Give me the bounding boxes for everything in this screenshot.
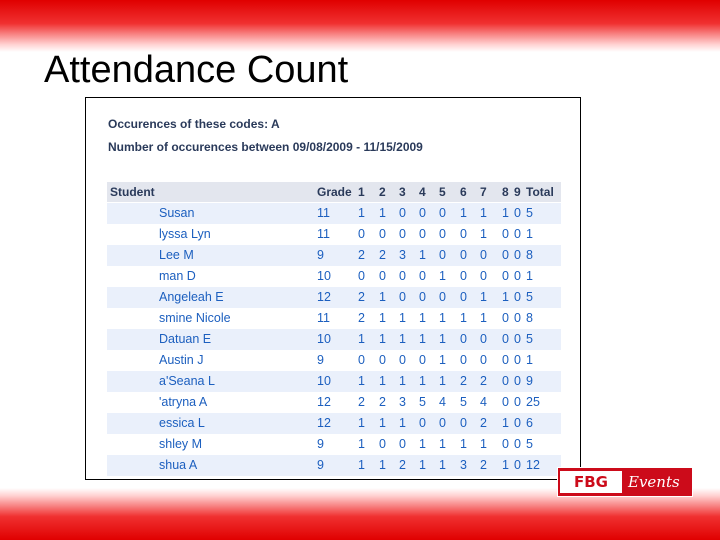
cell-4: 0	[419, 227, 426, 241]
col-total: Total	[526, 185, 554, 199]
cell-2: 1	[379, 374, 386, 388]
cell-2: 2	[379, 395, 386, 409]
cell-6: 1	[460, 437, 467, 451]
cell-4: 0	[419, 353, 426, 367]
cell-8: 0	[502, 395, 509, 409]
col-9: 9	[514, 185, 521, 199]
cell-8: 0	[502, 374, 509, 388]
cell-7: 1	[480, 206, 487, 220]
cell-6: 0	[460, 416, 467, 430]
cell-3: 1	[399, 416, 406, 430]
cell-3: 0	[399, 206, 406, 220]
cell-4: 1	[419, 374, 426, 388]
cell-2: 0	[379, 353, 386, 367]
cell-9: 0	[514, 395, 521, 409]
cell-8: 0	[502, 248, 509, 262]
cell-8: 0	[502, 437, 509, 451]
cell-6: 0	[460, 353, 467, 367]
table-header	[107, 182, 561, 202]
table-row	[107, 224, 561, 245]
table-row	[107, 392, 561, 413]
cell-7: 2	[480, 416, 487, 430]
cell-3: 3	[399, 395, 406, 409]
cell-4: 1	[419, 248, 426, 262]
col-3: 3	[399, 185, 406, 199]
cell-6: 3	[460, 458, 467, 472]
col-student: Student	[110, 185, 155, 199]
student-name[interactable]: lyssa Lyn	[159, 227, 211, 241]
col-grade: Grade	[317, 185, 352, 199]
col-7: 7	[480, 185, 487, 199]
cell-3: 0	[399, 437, 406, 451]
cell-2: 1	[379, 311, 386, 325]
cell-6: 1	[460, 206, 467, 220]
col-4: 4	[419, 185, 426, 199]
cell-3: 1	[399, 311, 406, 325]
table-row	[107, 203, 561, 224]
student-name[interactable]: Angeleah E	[159, 290, 224, 304]
cell-5: 1	[439, 353, 446, 367]
cell-8: 1	[502, 458, 509, 472]
cell-8: 0	[502, 227, 509, 241]
table-row	[107, 329, 561, 350]
table-row	[107, 455, 561, 476]
cell-5: 0	[439, 248, 446, 262]
cell-4: 1	[419, 311, 426, 325]
cell-7: 0	[480, 353, 487, 367]
cell-2: 0	[379, 269, 386, 283]
cell-8: 0	[502, 332, 509, 346]
cell-1: 2	[358, 290, 365, 304]
cell-2: 1	[379, 290, 386, 304]
cell-total: 5	[526, 206, 533, 220]
cell-9: 0	[514, 269, 521, 283]
cell-1: 1	[358, 374, 365, 388]
cell-1: 0	[358, 269, 365, 283]
cell-total: 6	[526, 416, 533, 430]
cell-total: 12	[526, 458, 540, 472]
cell-7: 1	[480, 290, 487, 304]
col-2: 2	[379, 185, 386, 199]
cell-grade: 10	[317, 332, 331, 346]
student-name[interactable]: Lee M	[159, 248, 194, 262]
cell-3: 1	[399, 332, 406, 346]
student-name[interactable]: shley M	[159, 437, 203, 451]
cell-total: 25	[526, 395, 540, 409]
cell-3: 1	[399, 374, 406, 388]
cell-grade: 11	[317, 227, 330, 241]
student-name[interactable]: essica L	[159, 416, 205, 430]
cell-1: 1	[358, 416, 365, 430]
table-row	[107, 434, 561, 455]
cell-6: 5	[460, 395, 467, 409]
cell-8: 1	[502, 206, 509, 220]
table-row	[107, 308, 561, 329]
cell-7: 0	[480, 332, 487, 346]
cell-total: 1	[526, 269, 533, 283]
cell-5: 1	[439, 332, 446, 346]
cell-1: 0	[358, 353, 365, 367]
cell-total: 8	[526, 248, 533, 262]
cell-9: 0	[514, 206, 521, 220]
table-row	[107, 371, 561, 392]
table-row	[107, 287, 561, 308]
cell-1: 1	[358, 206, 365, 220]
cell-3: 0	[399, 290, 406, 304]
col-8: 8	[502, 185, 509, 199]
slide-title: Attendance Count	[44, 49, 349, 91]
cell-5: 0	[439, 290, 446, 304]
cell-1: 1	[358, 332, 365, 346]
cell-8: 0	[502, 269, 509, 283]
table-row	[107, 245, 561, 266]
cell-7: 1	[480, 311, 487, 325]
cell-6: 0	[460, 290, 467, 304]
cell-5: 1	[439, 458, 446, 472]
cell-3: 2	[399, 458, 406, 472]
cell-grade: 9	[317, 248, 324, 262]
cell-grade: 10	[317, 374, 331, 388]
cell-6: 1	[460, 311, 467, 325]
cell-grade: 10	[317, 269, 331, 283]
cell-grade: 12	[317, 395, 331, 409]
cell-6: 0	[460, 248, 467, 262]
cell-5: 0	[439, 227, 446, 241]
cell-total: 1	[526, 353, 533, 367]
cell-7: 1	[480, 437, 487, 451]
cell-9: 0	[514, 311, 521, 325]
cell-1: 2	[358, 248, 365, 262]
table-row	[107, 266, 561, 287]
cell-7: 0	[480, 248, 487, 262]
cell-5: 1	[439, 437, 446, 451]
cell-5: 1	[439, 374, 446, 388]
student-name[interactable]: shua A	[159, 458, 198, 472]
cell-5: 1	[439, 269, 446, 283]
cell-1: 1	[358, 458, 365, 472]
cell-total: 5	[526, 437, 533, 451]
col-1: 1	[358, 185, 365, 199]
cell-1: 2	[358, 311, 365, 325]
cell-2: 1	[379, 206, 386, 220]
report-screenshot	[85, 97, 581, 480]
cell-total: 8	[526, 311, 533, 325]
cell-grade: 12	[317, 416, 331, 430]
cell-3: 3	[399, 248, 406, 262]
cell-8: 1	[502, 416, 509, 430]
cell-9: 0	[514, 374, 521, 388]
cell-6: 0	[460, 332, 467, 346]
cell-total: 5	[526, 290, 533, 304]
col-5: 5	[439, 185, 446, 199]
cell-5: 4	[439, 395, 446, 409]
cell-7: 1	[480, 227, 487, 241]
cell-1: 1	[358, 437, 365, 451]
cell-4: 0	[419, 416, 426, 430]
cell-9: 0	[514, 416, 521, 430]
cell-9: 0	[514, 290, 521, 304]
cell-9: 0	[514, 248, 521, 262]
student-name[interactable]: smine Nicole	[159, 311, 231, 325]
student-name[interactable]: a'Seana L	[159, 374, 215, 388]
cell-6: 0	[460, 227, 467, 241]
cell-total: 9	[526, 374, 533, 388]
cell-3: 0	[399, 353, 406, 367]
cell-grade: 9	[317, 353, 324, 367]
cell-grade: 12	[317, 290, 331, 304]
cell-9: 0	[514, 353, 521, 367]
table-row	[107, 413, 561, 434]
date-range-line: Number of occurences between 09/08/2009 - 11/15/2009	[108, 140, 423, 154]
cell-grade: 11	[317, 311, 330, 325]
logo-events-text: Events	[628, 473, 680, 491]
cell-1: 2	[358, 395, 365, 409]
cell-7: 2	[480, 458, 487, 472]
cell-3: 0	[399, 269, 406, 283]
student-name[interactable]: Datuan E	[159, 332, 212, 346]
col-6: 6	[460, 185, 467, 199]
cell-4: 5	[419, 395, 426, 409]
cell-6: 0	[460, 269, 467, 283]
cell-9: 0	[514, 227, 521, 241]
cell-total: 5	[526, 332, 533, 346]
cell-2: 1	[379, 458, 386, 472]
cell-2: 2	[379, 248, 386, 262]
cell-total: 1	[526, 227, 533, 241]
codes-line: Occurences of these codes: A	[108, 117, 280, 131]
cell-5: 1	[439, 311, 446, 325]
cell-4: 0	[419, 290, 426, 304]
cell-8: 0	[502, 353, 509, 367]
cell-8: 0	[502, 311, 509, 325]
logo-fbg-text: FBG	[560, 471, 622, 493]
cell-4: 1	[419, 437, 426, 451]
cell-2: 0	[379, 227, 386, 241]
cell-3: 0	[399, 227, 406, 241]
cell-4: 0	[419, 269, 426, 283]
cell-2: 0	[379, 437, 386, 451]
cell-5: 0	[439, 416, 446, 430]
cell-7: 0	[480, 269, 487, 283]
cell-8: 1	[502, 290, 509, 304]
table-row	[107, 350, 561, 371]
cell-4: 1	[419, 332, 426, 346]
student-name[interactable]: man D	[159, 269, 196, 283]
top-red-band	[0, 0, 720, 52]
cell-7: 2	[480, 374, 487, 388]
student-name[interactable]: Susan	[159, 206, 195, 220]
student-name[interactable]: Austin J	[159, 353, 204, 367]
cell-4: 0	[419, 206, 426, 220]
cell-5: 0	[439, 206, 446, 220]
cell-7: 4	[480, 395, 487, 409]
cell-grade: 9	[317, 458, 324, 472]
cell-grade: 9	[317, 437, 324, 451]
cell-9: 0	[514, 332, 521, 346]
cell-2: 1	[379, 416, 386, 430]
cell-6: 2	[460, 374, 467, 388]
cell-2: 1	[379, 332, 386, 346]
cell-grade: 11	[317, 206, 330, 220]
cell-4: 1	[419, 458, 426, 472]
cell-1: 0	[358, 227, 365, 241]
cell-9: 0	[514, 458, 521, 472]
student-name[interactable]: 'atryna A	[159, 395, 208, 409]
cell-9: 0	[514, 437, 521, 451]
fbg-events-logo	[557, 467, 693, 497]
